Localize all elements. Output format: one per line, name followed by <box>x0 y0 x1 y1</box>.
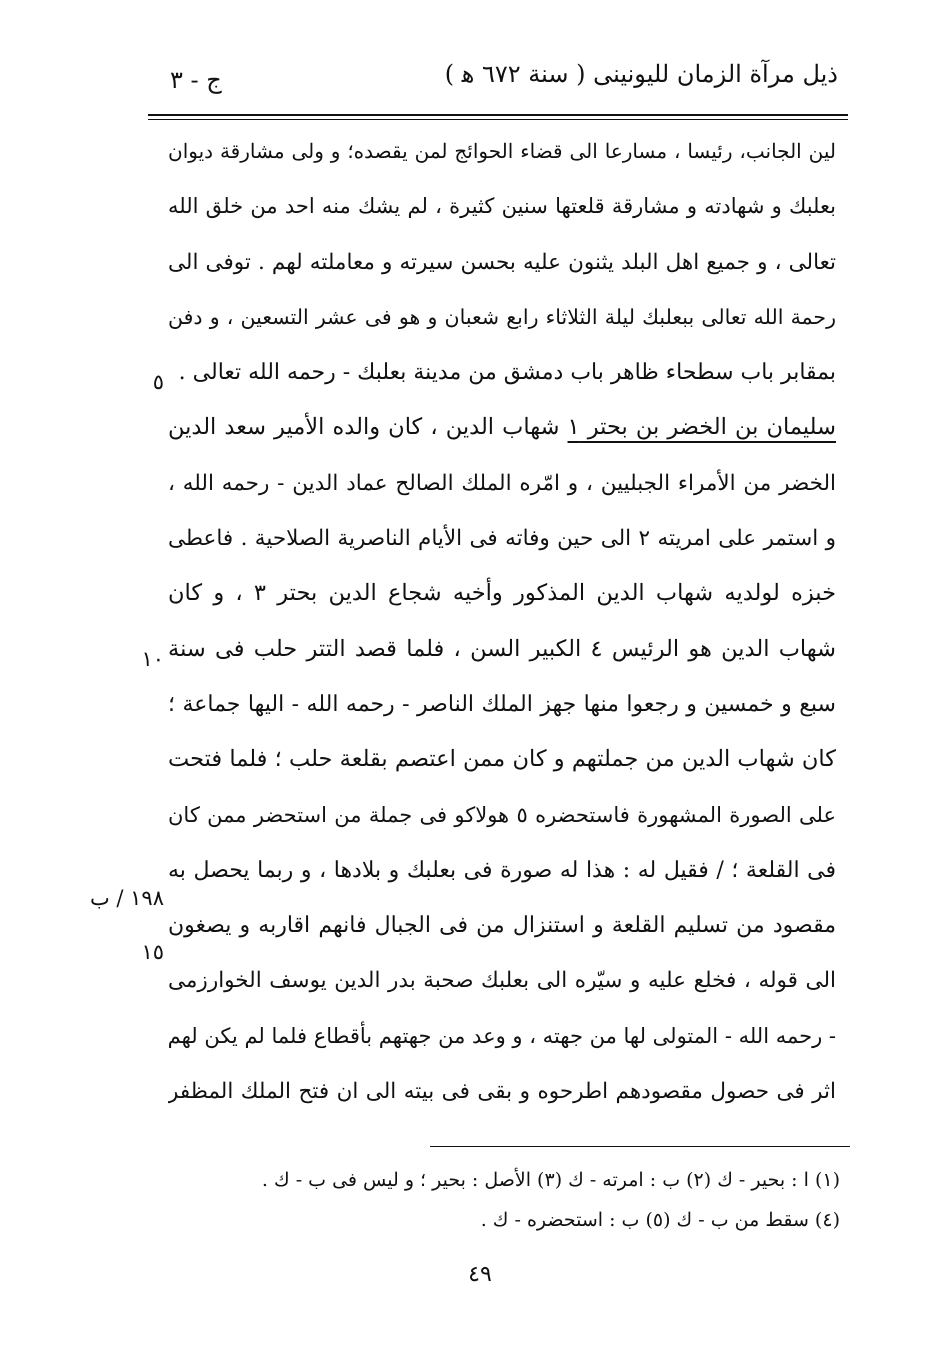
footnotes <box>168 1160 840 1240</box>
text-line: كان شهاب الدين من جملتهم و كان ممن اعتصم بقلعة حلب ؛ فلما فتحت <box>168 746 836 773</box>
text-line: بعلبك و شهادته و مشارقة قلعتها سنين كثيرة ، لم يشك منه احد من خلق الله <box>168 194 836 219</box>
page-number: ٤٩ <box>468 1262 492 1287</box>
running-header-title: ذيل مرآة الزمان لليونينى ( سنة ٦٧٢ ﻫ ) <box>444 60 838 88</box>
text-line: على الصورة المشهورة فاستحضره ٥ هولاكو فى جملة من استحضر ممن كان <box>168 802 836 827</box>
body-text <box>168 124 836 1119</box>
footnote-rule <box>430 1146 850 1147</box>
margin-line-number: ١٠ <box>141 647 164 671</box>
margin-line-number: ١٥ <box>141 940 164 964</box>
text-line: تعالى ، و جميع اهل البلد يثنون عليه بحسن سيرته و معاملته لهم . توفى الى <box>168 249 836 275</box>
text-line: لين الجانب، رئيسا ، مسارعا الى قضاء الحوائج لمن يقصده؛ و ولى مشارقة ديوان <box>168 139 836 163</box>
text-line: الى قوله ، فخلع عليه و سيّره الى بعلبك صحبة بدر الدين يوسف الخوارزمى <box>168 968 836 994</box>
header-rule <box>148 114 848 116</box>
text-line: الخضر من الأمراء الجبليين ، و امّره الملك الصالح عماد الدين - رحمه الله ، <box>168 470 836 496</box>
margin-folio-marker: ١٩٨ / ب <box>89 886 164 910</box>
text-line: مقصود من تسليم القلعة و استنزال من فى الجبال فانهم اقاربه و يصغون <box>168 913 836 939</box>
text-line: شهاب الدين ، كان والده الأمير سعد الدين <box>168 414 560 441</box>
entry-heading: سليمان بن الخضر بن بحتر ١ <box>567 414 836 441</box>
footnote-line: (١) ا : بحير - ك (٢) ب : امرته - ك (٣) الأصل : بحير ؛ و ليس فى ب - ك . <box>261 1169 840 1191</box>
text-line: سبع و خمسين و رجعوا منها جهز الملك الناصر - رحمه الله - اليها جماعة ؛ <box>168 691 836 717</box>
text-line: شهاب الدين هو الرئيس ٤ الكبير السن ، فلما قصد التتر حلب فى سنة <box>168 635 836 662</box>
text-line: خبزه لولديه شهاب الدين المذكور وأخيه شجاع الدين بحتر ٣ ، و كان <box>168 580 836 607</box>
text-line: فى القلعة ؛ / فقيل له : هذا له صورة فى بعلبك و بلادها ، و ربما يحصل به <box>168 857 836 883</box>
header-rule-thin <box>148 119 848 120</box>
entry-line <box>168 400 836 455</box>
text-line: اثر فى حصول مقصودهم اطرحوه و بقى فى بيته الى ان فتح الملك المظفر <box>168 1079 836 1105</box>
text-line: - رحمه الله - المتولى لها من جهته ، و وعد من جهتهم بأقطاع فلما لم يكن لهم <box>168 1023 836 1048</box>
text-line: و استمر على امريته ٢ الى حين وفاته فى الأيام الناصرية الصلاحية . فاعطى <box>168 526 836 552</box>
text-line: رحمة الله تعالى ببعلبك ليلة الثلاثاء رابع شعبان و هو فى عشر التسعين ، و دفن <box>168 304 836 329</box>
text-line: بمقابر باب سطحاء ظاهر باب دمشق من مدينة بعلبك - رحمه الله تعالى . <box>178 360 836 386</box>
margin-line-number: ٥ <box>152 370 164 394</box>
footnote-line: (٤) سقط من ب - ك (٥) ب : استحضره - ك . <box>480 1209 840 1231</box>
running-header-volume: ج - ٣ <box>170 66 222 94</box>
